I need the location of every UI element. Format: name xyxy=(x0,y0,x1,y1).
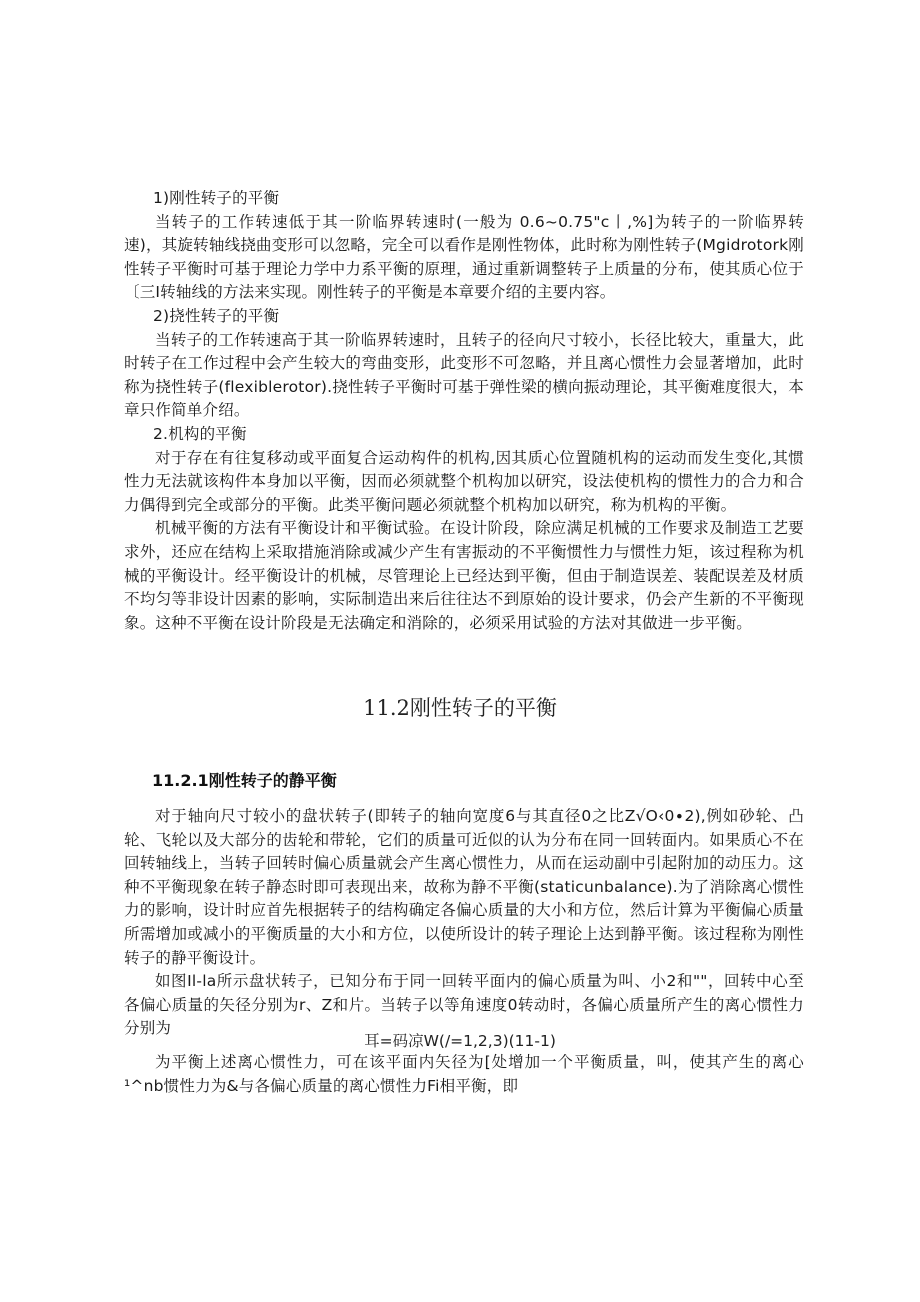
intro-text-block xyxy=(124,187,804,635)
balance-methods-paragraph: 机械平衡的方法有平衡设计和平衡试验。在设计阶段，除应满足机械的工作要求及制造工艺要求外，还应在结构上采取措施消除或减少产生有害振动的不平衡惯性力与惯性力矩，该过程称为机械的平衡设计。经平衡设计的机械，尽管理论上已经达到平衡，但由于制造误差、装配误差及材质不均匀等非设计因素的影响，实际制造出来后往往达不到原始的设计要求，仍会产生新的不平衡现象。这种不平衡在设计阶段是无法确定和消除的，必须采用试验的方法对其做进一步平衡。 xyxy=(124,519,804,632)
mechanism-balance-heading: 2.机构的平衡 xyxy=(153,424,247,443)
balance-mass-paragraph: 为平衡上述离心惯性力，可在该平面内矢径为[处增加一个平衡质量，叫，使其产生的离心¹^nb惯性力为&与各偏心质量的离心惯性力Fi相平衡，即 xyxy=(124,1053,804,1095)
disc-rotor-paragraph: 如图Il-la所示盘状转子，已知分布于同一回转平面内的偏心质量为叫、小2和""，回转中心至各偏心质量的矢径分别为r、Z和片。当转子以等角速度0转动时，各偏心质量所产生的离心惯性力分别为 xyxy=(124,972,804,1038)
flexible-rotor-heading: 2)挠性转子的平衡 xyxy=(153,306,280,325)
subsection-title: 11.2.1刚性转子的静平衡 xyxy=(152,771,337,790)
static-balance-text-block xyxy=(124,805,804,1041)
rigid-rotor-paragraph: 当转子的工作转速低于其一阶临界转速时(一般为 0.6~0.75"c丨,%]为转子的一阶临界转速)，其旋转轴线挠曲变形可以忽略，完全可以看作是刚性物体，此时称为刚性转子(Mgidrotork刚性转子平衡时可基于理论力学中力系平衡的原理，通过重新调整转子上质量的分布，使其质心位于〔三I转轴线的方法来实现。刚性转子的平衡是本章要介绍的主要内容。 xyxy=(124,212,804,302)
equation-11-1: 耳=码凉W(/=1,2,3)(11-1) xyxy=(364,1032,556,1050)
rigid-rotor-heading: 1)刚性转子的平衡 xyxy=(153,189,280,207)
section-title: 11.2刚性转子的平衡 xyxy=(363,696,557,720)
mechanism-balance-paragraph: 对于存在有往复移动或平面复合运动构件的机构,因其质心位置随机构的运动而发生变化,其惯性力无法就该构件本身加以平衡，因而必须就整个机构加以研究，设法使机构的惯性力的合力和合力偶得到完全或部分的平衡。此类平衡问题必须就整个机构加以研究，称为机构的平衡。 xyxy=(124,448,804,514)
balance-mass-text-block xyxy=(124,1051,804,1098)
static-balance-paragraph: 对于轴向尺寸较小的盘状转子(即转子的轴向宽度6与其直径0之比Z√O‹0∙2),例如砂轮、凸轮、飞轮以及大部分的齿轮和带轮，它们的质量可近似的认为分布在同一回转面内。如果质心不在回转轴线上，当转子回转时偏心质量就会产生离心惯性力，从而在运动副中引起附加的动压力。这种不平衡现象在转子静态时即可表现出来，故称为静不平衡(staticunbalance).为了消除离心惯性力的影响，设计时应首先根据转子的结构确定各偏心质量的大小和方位，然后计算为平衡偏心质量所需增加或减小的平衡质量的大小和方位，以使所设计的转子理论上达到静平衡。该过程称为刚性转子的静平衡设计。 xyxy=(124,807,804,967)
flexible-rotor-paragraph: 当转子的工作转速高于其一阶临界转速时，且转子的径向尺寸较小，长径比较大，重量大，此时转子在工作过程中会产生较大的弯曲变形，此变形不可忽略，并且离心惯性力会显著增加，此时称为挠性转子(flexiblerotor).挠性转子平衡时可基于弹性梁的横向振动理论，其平衡难度很大，本章只作简单介绍。 xyxy=(124,330,804,420)
